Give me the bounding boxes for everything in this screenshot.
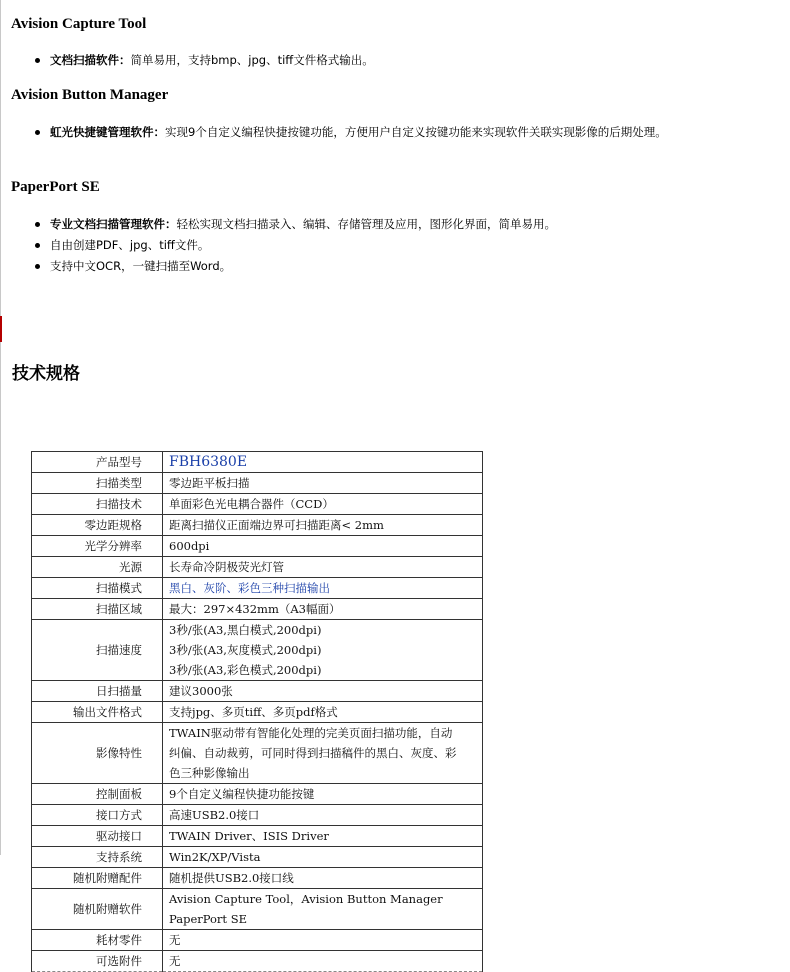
left-accent-mark — [0, 316, 2, 342]
table-row: 接口方式 高速USB2.0接口 — [32, 805, 483, 826]
table-row: 输出文件格式 支持jpg、多页tiff、多页pdf格式 — [32, 702, 483, 723]
capture-tool-list — [32, 50, 374, 71]
table-row: 随机附赠软件 Avision Capture Tool，Avision Button Manager PaperPort SE — [32, 889, 483, 930]
table-row: 光学分辨率 600dpi — [32, 536, 483, 557]
list-item: 虹光快捷键管理软件：实现9个自定义编程快捷按键功能，方便用户自定义按键功能来实现软件关联实现影像的后期处理。 — [32, 122, 667, 143]
table-row: 扫描模式 黑白、灰阶、彩色三种扫描输出 — [32, 578, 483, 599]
table-row: 驱动接口 TWAIN Driver、ISIS Driver — [32, 826, 483, 847]
left-rule — [0, 0, 1, 855]
table-row: 零边距规格 距离扫描仪正面端边界可扫描距离< 2mm — [32, 515, 483, 536]
spec-table — [31, 451, 483, 972]
list-item: 专业文档扫描管理软件：轻松实现文档扫描录入、编辑、存储管理及应用，图形化界面，简单易用。 — [32, 214, 556, 235]
table-row: 可选附件 无 — [32, 951, 483, 972]
table-row: 扫描技术 单面彩色光电耦合器件（CCD） — [32, 494, 483, 515]
paperport-list — [32, 214, 556, 277]
table-row: 影像特性 TWAIN驱动带有智能化处理的完美页面扫描功能，自动 纠偏、自动裁剪，可同时得到扫描稿件的黑白、灰度、彩 色三种影像输出 — [32, 723, 483, 784]
table-row: 支持系统 Win2K/XP/Vista — [32, 847, 483, 868]
list-item: 支持中文OCR，一键扫描至Word。 — [32, 256, 556, 277]
table-row: 控制面板 9个自定义编程快捷功能按键 — [32, 784, 483, 805]
table-row: 产品型号 FBH6380E — [32, 452, 483, 473]
section-title-button-manager: Avision Button Manager — [11, 87, 169, 103]
model-number: FBH6380E — [169, 454, 248, 470]
section-title-capture-tool: Avision Capture Tool — [11, 16, 147, 32]
spec-heading: 技术规格 — [12, 364, 80, 384]
list-item: 自由创建PDF、jpg、tiff文件。 — [32, 235, 556, 256]
table-row: 扫描速度 3秒/张(A3,黑白模式,200dpi) 3秒/张(A3,灰度模式,200dpi) 3秒/张(A3,彩色模式,200dpi) — [32, 620, 483, 681]
list-item: 文档扫描软件：简单易用，支持bmp、jpg、tiff文件格式输出。 — [32, 50, 374, 71]
button-manager-list — [32, 122, 667, 143]
section-title-paperport: PaperPort SE — [11, 179, 100, 195]
table-row: 光源 长寿命冷阴极荧光灯管 — [32, 557, 483, 578]
table-row: 耗材零件 无 — [32, 930, 483, 951]
table-row: 扫描区域 最大：297×432mm（A3幅面） — [32, 599, 483, 620]
table-row: 扫描类型 零边距平板扫描 — [32, 473, 483, 494]
table-row: 随机附赠配件 随机提供USB2.0接口线 — [32, 868, 483, 889]
table-row: 日扫描量 建议3000张 — [32, 681, 483, 702]
